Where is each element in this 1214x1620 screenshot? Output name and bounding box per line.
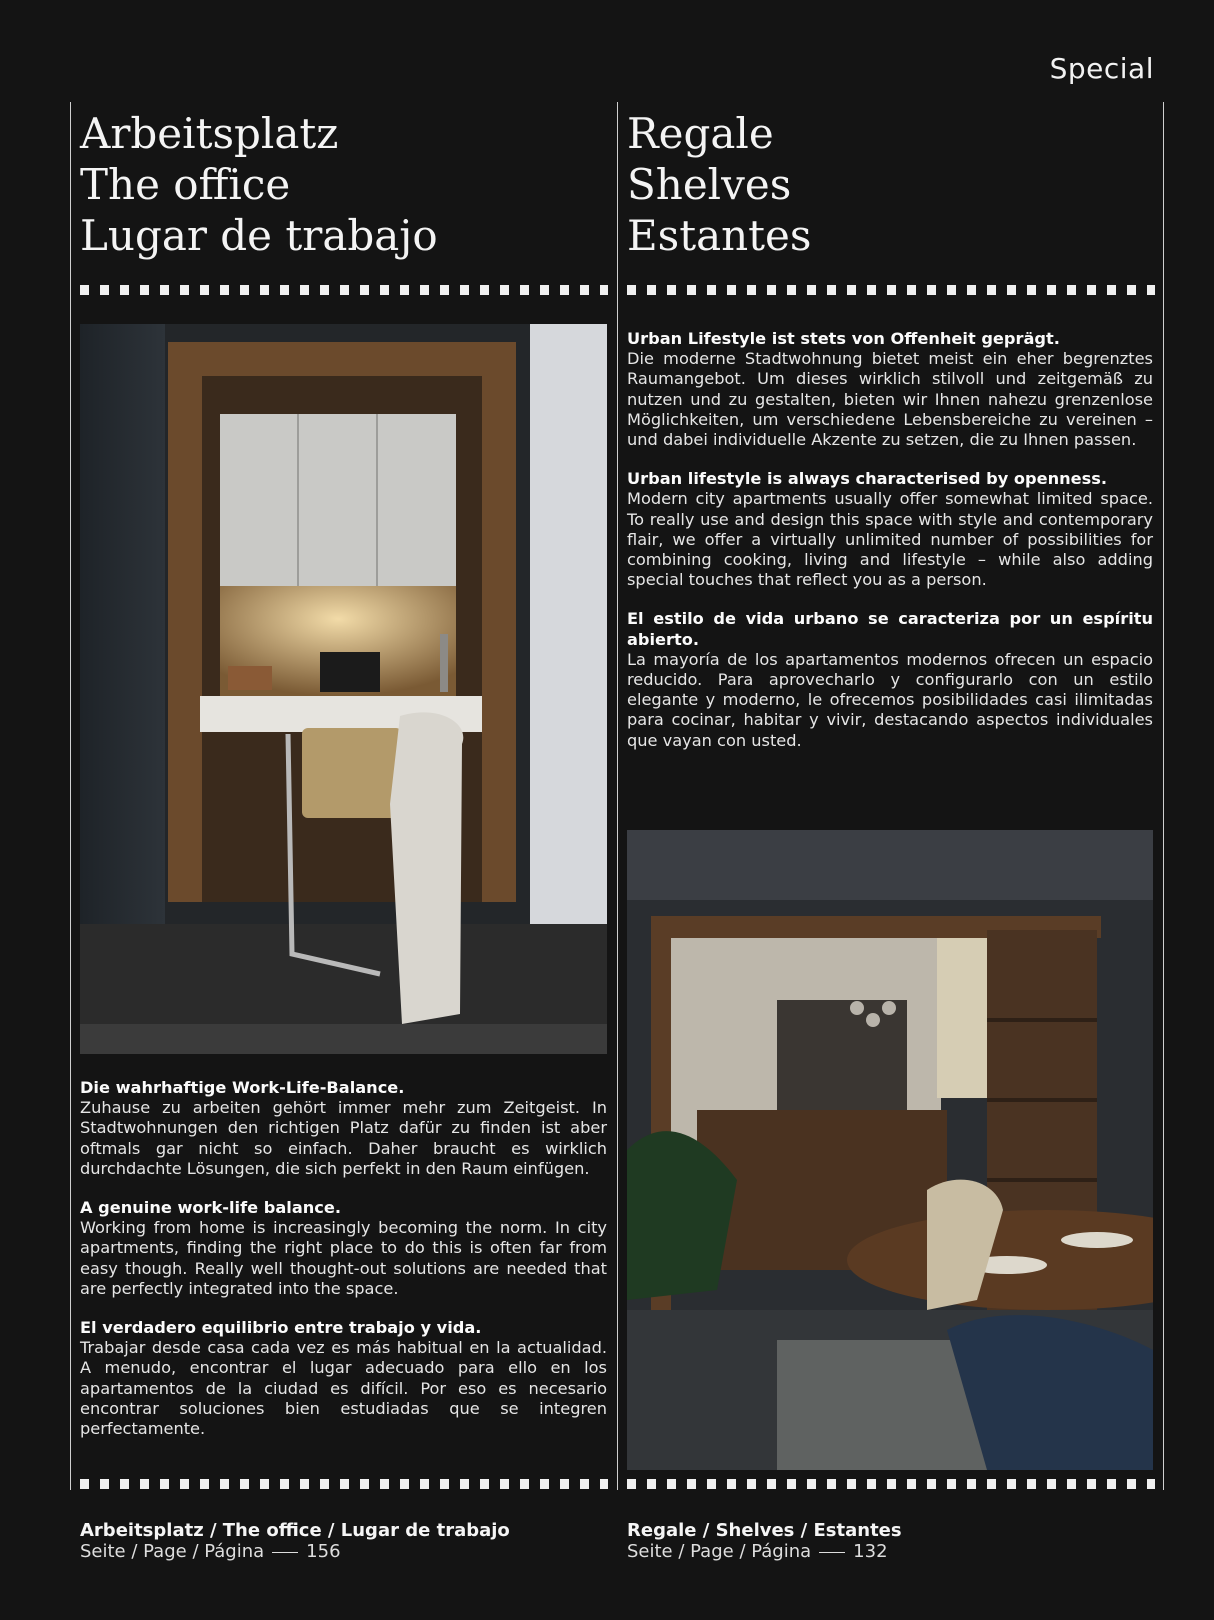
shelves-heading-es: El estilo de vida urbano se caracteriza por un espíritu abierto. [627, 609, 1153, 649]
shelves-body-de: Die moderne Stadtwohnung bietet meist ein eher begrenztes Raumangebot. Um dieses wirklich stilvoll und zeitgemäß zu nutzen und zu gestalten, bieten wir Ihnen nahezu grenzenlose Möglichkeiten, um verschiedene Lebensbereiche zu vereinen – und dabei individuelle Akzente zu setzen, die zu Ihnen passen. [627, 349, 1153, 450]
shelves-title-de: Regale [627, 109, 774, 158]
office-body-es: Trabajar desde casa cada vez es más habitual en la actualidad. A menudo, encontrar el lugar adecuado para ello en los apartamentos de la ciudad es difícil. Por eso es necesario encontrar soluciones bien estudiadas que se integren perfectamente. [80, 1338, 607, 1439]
office-footer-title: Arbeitsplatz / The office / Lugar de trabajo [80, 1520, 510, 1541]
right-bottom-divider [627, 1479, 1155, 1489]
shelves-page-number: 132 [853, 1541, 888, 1562]
center-column-rule [617, 102, 618, 1490]
office-footer-page [80, 1541, 510, 1562]
office-page-label: Seite / Page / Página [80, 1541, 265, 1562]
office-paragraph-de [80, 1078, 607, 1179]
shelves-footer [627, 1520, 902, 1562]
shelves-body-en: Modern city apartments usually offer somewhat limited space. To really use and design this space with style and contemporary flair, we offer a virtually unlimited number of possibilities for combining cooking, living and lifestyle – while also adding special touches that reflect you as a person. [627, 489, 1153, 590]
office-heading-de: Die wahrhaftige Work-Life-Balance. [80, 1078, 405, 1097]
office-photo-illustration [80, 324, 607, 1054]
shelves-heading-en: Urban lifestyle is always characterised by openness. [627, 469, 1108, 489]
shelves-title-es: Estantes [627, 211, 812, 260]
office-text [80, 1078, 607, 1458]
office-heading-es: El verdadero equilibrio entre trabajo y vida. [80, 1318, 482, 1338]
shelves-footer-title: Regale / Shelves / Estantes [627, 1520, 902, 1541]
office-paragraph-en [80, 1198, 607, 1299]
shelves-paragraph-en [627, 469, 1153, 590]
shelves-body-es: La mayoría de los apartamentos modernos ofrecen un espacio reducido. Para aprovecharlo y configurarlo con un estilo elegante y moderno, le ofrecemos posibilidades casi ilimitadas para cocinar, habitar y vivir, destacando aspectos individuales que vayan con usted. [627, 649, 1153, 750]
office-title-es: Lugar de trabajo [80, 211, 438, 260]
office-footer [80, 1520, 510, 1562]
office-title [80, 108, 438, 261]
shelves-paragraph-es [627, 609, 1153, 750]
office-heading-en: A genuine work-life balance. [80, 1198, 341, 1218]
right-column-rule [1163, 102, 1164, 1490]
office-page-number: 156 [306, 1541, 341, 1562]
office-paragraph-es [80, 1318, 607, 1439]
shelves-text [627, 329, 1153, 770]
shelves-title-en: Shelves [627, 160, 792, 209]
office-title-de: Arbeitsplatz [80, 109, 339, 158]
page-dash [272, 1552, 298, 1553]
shelves-footer-page [627, 1541, 902, 1562]
shelves-page-label: Seite / Page / Página [627, 1541, 812, 1562]
office-title-en: The office [80, 160, 291, 209]
office-body-de: Zuhause zu arbeiten gehört immer mehr zum Zeitgeist. In Stadtwohnungen den richtigen Platz dafür zu finden ist aber oftmals gar nicht so einfach. Daher braucht es wirklich durchdachte Lösungen, die sich perfekt in den Raum einfügen. [80, 1098, 607, 1178]
office-photo [80, 324, 607, 1054]
left-column-rule [70, 102, 71, 1490]
right-title-divider [627, 285, 1155, 295]
page-dash [819, 1552, 845, 1553]
shelves-photo-illustration [627, 830, 1153, 1470]
office-body-en: Working from home is increasingly becoming the norm. In city apartments, finding the right place to do this is often far from easy though. Really well thought-out solutions are needed that are perfectly integrated into the space. [80, 1218, 607, 1298]
left-bottom-divider [80, 1479, 608, 1489]
section-label: Special [1049, 52, 1154, 85]
shelves-paragraph-de [627, 329, 1153, 450]
shelves-heading-de: Urban Lifestyle ist stets von Offenheit geprägt. [627, 329, 1060, 348]
shelves-photo [627, 830, 1153, 1470]
left-title-divider [80, 285, 608, 295]
shelves-title [627, 108, 811, 261]
